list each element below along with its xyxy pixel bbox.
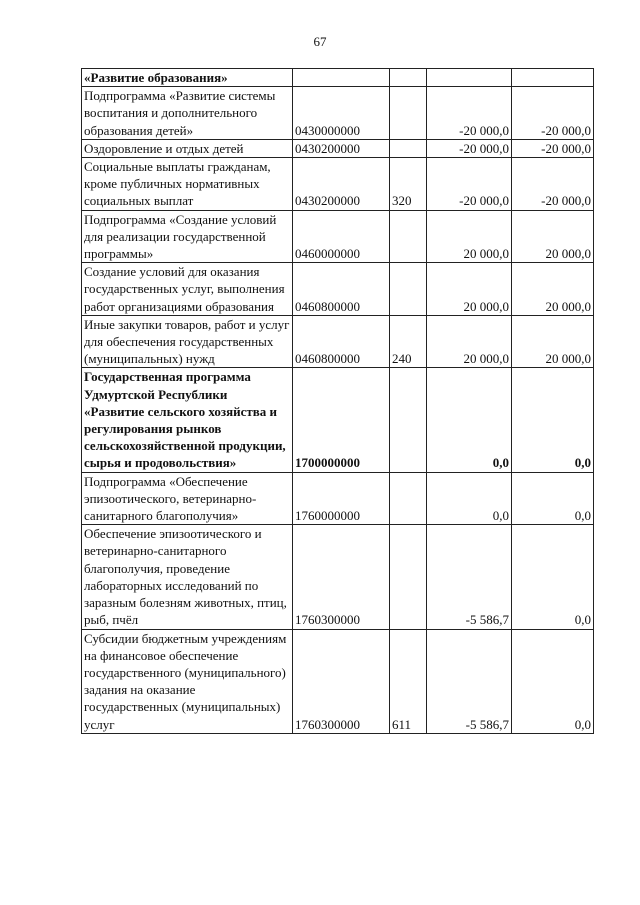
target-article-code-cell: 1760300000 [293, 629, 390, 733]
name-cell: «Развитие образования» [82, 69, 293, 87]
amount-cell: 0,0 [427, 472, 512, 525]
target-article-code-cell: 0460800000 [293, 315, 390, 368]
table-row [82, 69, 594, 87]
name-cell: Государственная программа Удмуртской Республики «Развитие сельского хозяйства и регулирования рынков сельскохозяйственной продукции, сырья и продовольствия» [82, 368, 293, 472]
amount-cell [512, 69, 594, 87]
expense-type-code-cell [390, 525, 427, 629]
amount-cell: 20 000,0 [427, 263, 512, 316]
table-row [82, 368, 594, 472]
target-article-code-cell: 0460800000 [293, 263, 390, 316]
table-row [82, 139, 594, 157]
table-row [82, 472, 594, 525]
table-row [82, 315, 594, 368]
amount-cell: 20 000,0 [427, 210, 512, 263]
expense-type-code-cell [390, 87, 427, 140]
amount-cell [427, 69, 512, 87]
table-row [82, 87, 594, 140]
target-article-code-cell: 1760300000 [293, 525, 390, 629]
name-cell: Оздоровление и отдых детей [82, 139, 293, 157]
amount-cell: 0,0 [512, 629, 594, 733]
expense-type-code-cell: 320 [390, 158, 427, 211]
expense-type-code-cell [390, 472, 427, 525]
expense-type-code-cell: 240 [390, 315, 427, 368]
table-row [82, 158, 594, 211]
amount-cell: -5 586,7 [427, 525, 512, 629]
target-article-code-cell [293, 69, 390, 87]
amount-cell: -20 000,0 [512, 139, 594, 157]
amount-cell: 0,0 [512, 368, 594, 472]
budget-table-body [82, 69, 594, 734]
page-number: 67 [313, 34, 327, 49]
table-row [82, 525, 594, 629]
name-cell: Подпрограмма «Развитие системы воспитания и дополнительного образования детей» [82, 87, 293, 140]
name-cell: Иные закупки товаров, работ и услуг для обеспечения государственных (муниципальных) нужд [82, 315, 293, 368]
target-article-code-cell: 0430200000 [293, 139, 390, 157]
amount-cell: -5 586,7 [427, 629, 512, 733]
name-cell: Подпрограмма «Обеспечение эпизоотического, ветеринарно-санитарного благополучия» [82, 472, 293, 525]
expense-type-code-cell [390, 263, 427, 316]
table-row [82, 629, 594, 733]
amount-cell: 20 000,0 [512, 263, 594, 316]
expense-type-code-cell [390, 139, 427, 157]
amount-cell: 0,0 [512, 472, 594, 525]
name-cell: Обеспечение эпизоотического и ветеринарно-санитарного благополучия, проведение лабораторных исследований по заразным болезням животных, птиц, рыб, пчёл [82, 525, 293, 629]
expense-type-code-cell [390, 368, 427, 472]
amount-cell: -20 000,0 [427, 139, 512, 157]
table-row [82, 210, 594, 263]
table-row [82, 263, 594, 316]
target-article-code-cell: 0430200000 [293, 158, 390, 211]
amount-cell: 20 000,0 [512, 315, 594, 368]
expense-type-code-cell: 611 [390, 629, 427, 733]
amount-cell: -20 000,0 [512, 87, 594, 140]
target-article-code-cell: 0430000000 [293, 87, 390, 140]
amount-cell: -20 000,0 [427, 158, 512, 211]
target-article-code-cell: 1700000000 [293, 368, 390, 472]
name-cell: Субсидии бюджетным учреждениям на финансовое обеспечение государственного (муниципального) задания на оказание государственных (муниципальных) услуг [82, 629, 293, 733]
expense-type-code-cell [390, 69, 427, 87]
amount-cell: -20 000,0 [427, 87, 512, 140]
budget-table [81, 68, 594, 734]
name-cell: Создание условий для оказания государственных услуг, выполнения работ организациями образования [82, 263, 293, 316]
name-cell: Подпрограмма «Создание условий для реализации государственной программы» [82, 210, 293, 263]
amount-cell: 0,0 [427, 368, 512, 472]
expense-type-code-cell [390, 210, 427, 263]
name-cell: Социальные выплаты гражданам, кроме публичных нормативных социальных выплат [82, 158, 293, 211]
amount-cell: -20 000,0 [512, 158, 594, 211]
amount-cell: 20 000,0 [427, 315, 512, 368]
amount-cell: 0,0 [512, 525, 594, 629]
target-article-code-cell: 1760000000 [293, 472, 390, 525]
target-article-code-cell: 0460000000 [293, 210, 390, 263]
amount-cell: 20 000,0 [512, 210, 594, 263]
